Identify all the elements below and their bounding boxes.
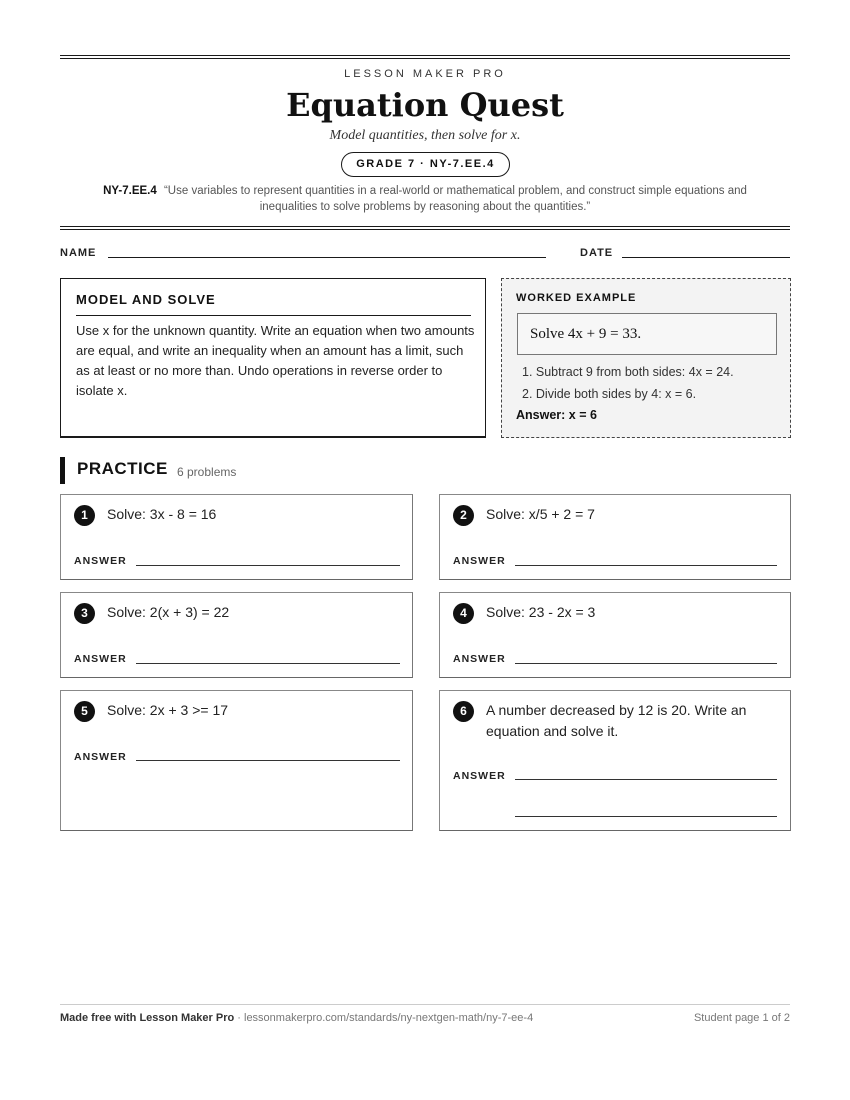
- worksheet-subtitle: Model quantities, then solve for x.: [329, 128, 521, 143]
- footer-credit: [60, 1012, 533, 1024]
- name-field[interactable]: [108, 257, 546, 258]
- problem-prompt: Solve: x/5 + 2 = 7: [486, 506, 595, 522]
- date-field[interactable]: [622, 257, 790, 258]
- answer-line[interactable]: [515, 663, 777, 664]
- problem-prompt: Solve: 2x + 3 >= 17: [107, 702, 229, 718]
- answer-line[interactable]: [136, 565, 400, 566]
- example-step: 1. Subtract 9 from both sides: 4x = 24.: [522, 365, 734, 379]
- practice-accent-bar: [60, 457, 65, 484]
- problem-card-3: [60, 592, 413, 678]
- standard-statement: [80, 183, 770, 215]
- answer-label: ANSWER: [453, 653, 506, 665]
- model-heading-rule: [76, 315, 471, 316]
- answer-label: ANSWER: [74, 555, 127, 567]
- answer-line-extra[interactable]: [515, 816, 777, 817]
- footer-page-number: Student page 1 of 2: [693, 1012, 790, 1024]
- worked-example-panel: [501, 278, 791, 438]
- model-heading: MODEL AND SOLVE: [76, 292, 216, 307]
- problem-card-1: [60, 494, 413, 580]
- problem-card-2: [439, 494, 791, 580]
- problem-card-5: [60, 690, 413, 831]
- example-steps: [522, 361, 734, 405]
- model-and-solve-panel: [60, 278, 486, 438]
- problem-card-4: [439, 592, 791, 678]
- header-bottom-rule: [60, 226, 790, 230]
- problem-prompt: Solve: 2(x + 3) = 22: [107, 604, 230, 620]
- problem-number: 3: [74, 603, 95, 624]
- standard-code: NY-7.EE.4: [103, 185, 157, 197]
- answer-label: ANSWER: [453, 555, 506, 567]
- problem-number: 1: [74, 505, 95, 526]
- answer-label: ANSWER: [74, 653, 127, 665]
- example-answer: Answer: x = 6: [516, 408, 597, 422]
- footer-url[interactable]: · lessonmakerpro.com/standards/ny-nextgen-math/ny-7-ee-4: [234, 1012, 534, 1024]
- answer-line[interactable]: [515, 779, 777, 780]
- problem-number: 6: [453, 701, 474, 722]
- footer-rule: [60, 1004, 790, 1005]
- answer-line[interactable]: [136, 663, 400, 664]
- practice-count: 6 problems: [177, 465, 237, 479]
- answer-label: ANSWER: [453, 770, 506, 782]
- example-heading: WORKED EXAMPLE: [516, 292, 637, 304]
- grade-badge: GRADE 7 · NY-7.EE.4: [341, 152, 510, 177]
- standard-text: “Use variables to represent quantities in a real-world or mathematical problem, and construct simple equations and inequalities to solve problems by reasoning about the quantities.”: [163, 185, 747, 213]
- problem-number: 4: [453, 603, 474, 624]
- model-body: Use x for the unknown quantity. Write an equation when two amounts are equal, and write an inequality when an amount has a limit, such as at least or no more than. Undo operations in reverse order to isolate x.: [76, 323, 475, 398]
- problem-number: 5: [74, 701, 95, 722]
- problem-prompt: Solve: 23 - 2x = 3: [486, 604, 596, 620]
- answer-label: ANSWER: [74, 751, 127, 763]
- answer-line[interactable]: [515, 565, 777, 566]
- problem-number: 2: [453, 505, 474, 526]
- worksheet-title: Equation Quest: [286, 86, 564, 124]
- example-problem: Solve 4x + 9 = 33.: [517, 313, 777, 355]
- example-step: 2. Divide both sides by 4: x = 6.: [522, 387, 697, 401]
- footer-made-with: Made free with Lesson Maker Pro: [60, 1012, 235, 1024]
- name-label: NAME: [60, 247, 97, 259]
- date-label: DATE: [580, 247, 614, 259]
- brand-name: LESSON MAKER PRO: [344, 68, 506, 80]
- problem-prompt: Solve: 3x - 8 = 16: [107, 506, 217, 522]
- header-top-rule: [60, 55, 790, 59]
- answer-line[interactable]: [136, 760, 400, 761]
- problem-card-6: [439, 690, 791, 831]
- problem-prompt: A number decreased by 12 is 20. Write an equation and solve it.: [486, 702, 747, 739]
- practice-title: PRACTICE: [77, 459, 168, 478]
